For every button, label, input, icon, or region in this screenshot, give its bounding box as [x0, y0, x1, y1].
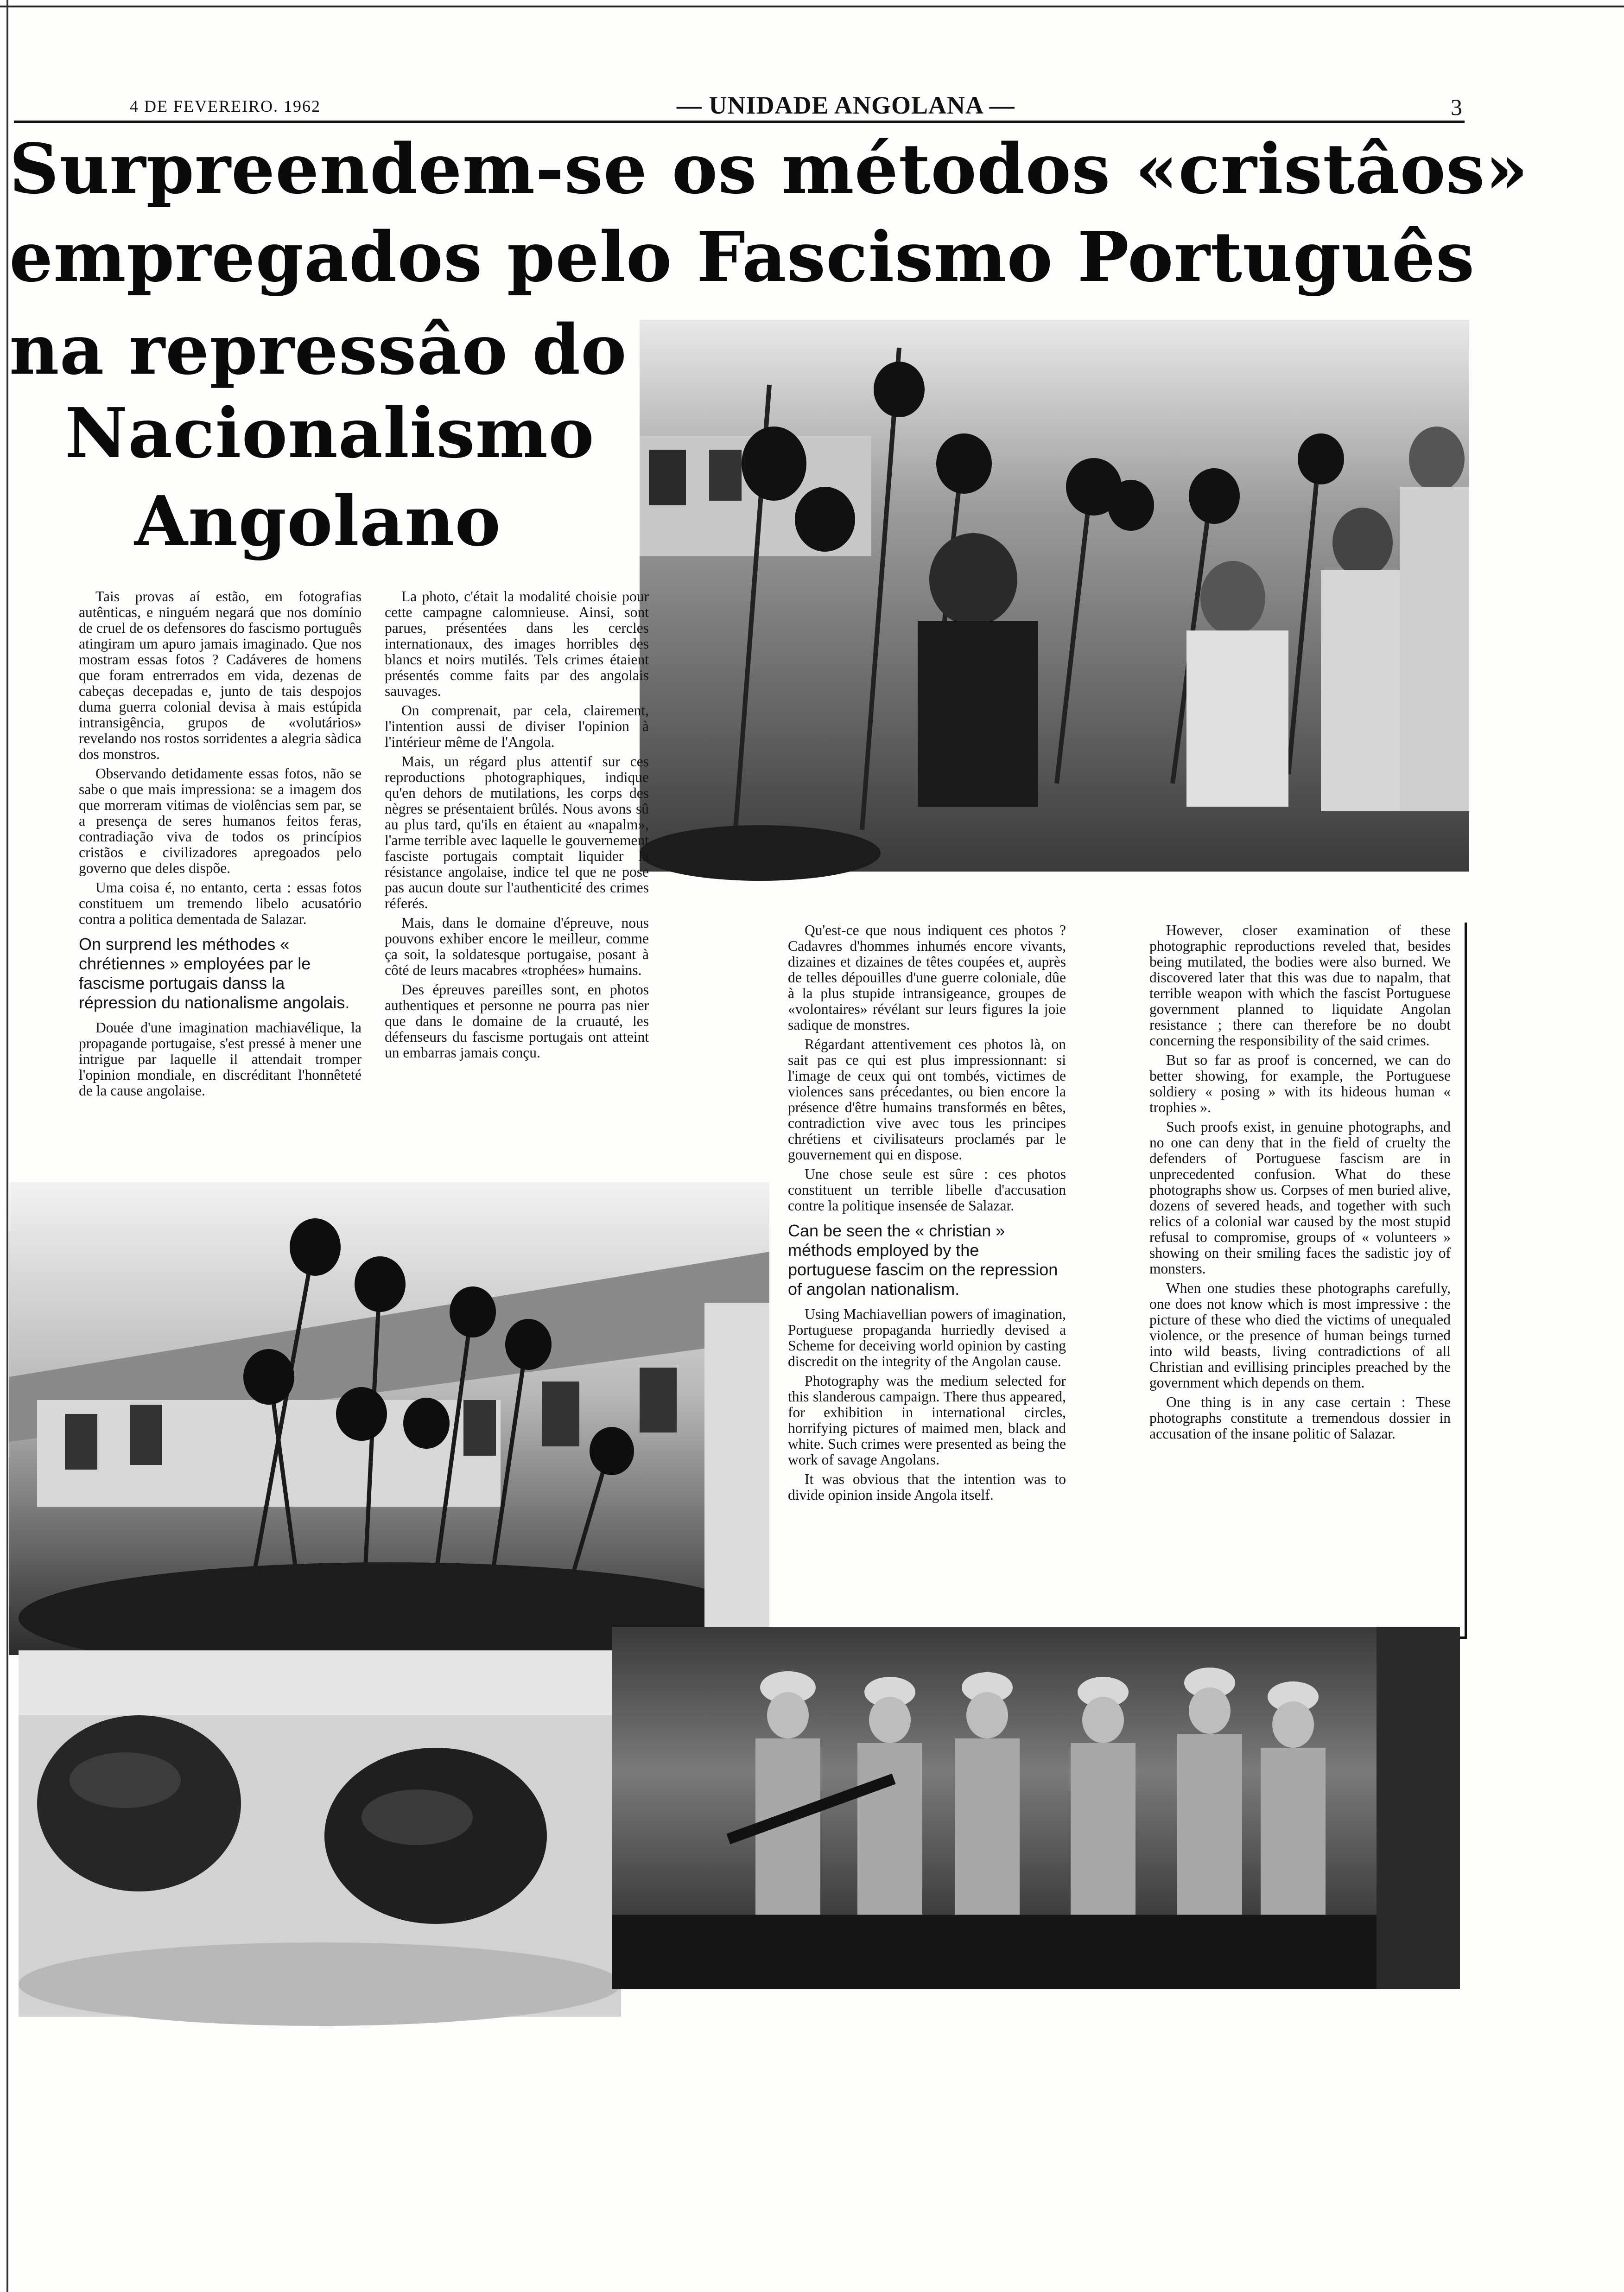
headline-line-1: Surpreendem-se os métodos «cristâos» — [9, 128, 1529, 209]
french-paragraph-3: On comprenait, par cela, clairement, l'intention aussi de diviser l'opinion à l'intérieur même de l'Angola. — [385, 702, 649, 750]
column-english — [1149, 923, 1467, 1639]
english-paragraph-4: However, closer examination of these photographic reproductions reveled that, besides being mutilated, the bodies were also burned. We discovered later that this was due to napalm, that terrible weapon with which the fascist Portuguese government planned to liquidate Angolan resistance ; there can therefore be no doubt concerning the responsibility of the said crimes. — [1149, 922, 1451, 1049]
french-paragraph-9: Une chose seule est sûre : ces photos constituent un terrible libelle d'accusation contre la politique insensée de Salazar. — [788, 1166, 1066, 1214]
french-paragraph-4: Mais, un régard plus attentif sur ces reproductions photographiques, indique qu'en dehors de mutilations, les corps des nègres se présentaient brûlés. Nous avons sû au plus tard, qu'ils en étaient au «napalm», l'arme terrible avec laquelle le gouvernement fasciste portugais comptait liquider la résistance angolaise, indice tel que ne pose pas aucun doute sur l'authenticité des crimes réferés. — [385, 753, 649, 911]
page-number: 3 — [1451, 94, 1462, 120]
column-portuguese — [79, 588, 362, 1099]
french-paragraph-5: Mais, dans le domaine d'épreuve, nous pouvons exhiber encore le meilleur, comme ça soit, la soldatesque portugaise, posant à côté de leurs macabres «trophées» humains. — [385, 915, 649, 978]
photo-severed-heads-closeup — [19, 1650, 621, 2017]
french-paragraph-2: La photo, c'était la modalité choisie pour cette campagne calomnieuse. Ainsi, sont parues, présentées dans les cercles internationaux, des images horribles des blancs et noirs mutilés. Tels crimes étaient présentés comme faits par des angolais sauvages. — [385, 588, 649, 699]
french-kicker: On surprend les méthodes « chrétiennes » employées par le fascisme portugais danss la répression du nationalisme angolais. — [79, 935, 350, 1012]
masthead-rule — [14, 121, 1465, 123]
english-paragraph-2: Photography was the medium selected for this slanderous campaign. There thus appeared, for exhibition in international circles, horrifying pictures of maimed men, black and white. Such crimes were presented as being the work of savage Angolans. — [788, 1373, 1066, 1468]
french-paragraph-1-start: Douée d'une imagination machiavélique, la propagande portugaise, s'est pressé à mener une intrigue par laquelle il attendait tromper l'opinion mondiale, en discréditant l'honnêteté de la cause angolaise. — [79, 1019, 362, 1099]
english-kicker: Can be seen the « christian » méthods employed by the portuguese fascim on the repression of angolan nationalism. — [788, 1221, 1058, 1299]
top-border — [0, 6, 1624, 7]
column-french — [385, 589, 649, 1064]
english-paragraph-5: But so far as proof is concerned, we can do better showing, for example, the Portuguese soldiery « posing » with its hideous human « trophies ». — [1149, 1052, 1451, 1115]
english-paragraph-3: It was obvious that the intention was to divide opinion inside Angola itself. — [788, 1471, 1066, 1503]
english-paragraph-7: When one studies these photographs carefully, one does not know which is most impressive : the picture of these who died the victims of unequaled violence, or the presence of human beings turned into wild beasts, living contradictions of all Christian and evillising principles preached by the government which depends on them. — [1149, 1280, 1451, 1391]
portuguese-paragraph-3: Uma coisa é, no entanto, certa : essas fotos constituem um tremendo libelo acusatório contra a politica dementada de Salazar. — [79, 879, 362, 927]
headline-line-2: empregados pelo Fascismo Português — [9, 216, 1475, 297]
portuguese-paragraph-2: Observando detidamente essas fotos, não se sabe o que mais impressiona: se a imagem dos que morreram vitimas de violências sem par, se a presença de seres humanos feitos feras, contradiação viva de todos os princípios cristãos e civilizadores apregoados pelo governo que deles dispõe. — [79, 765, 362, 876]
photo-soldiers-with-trophies — [640, 320, 1469, 872]
photo-group-of-soldiers — [612, 1627, 1460, 1989]
headline-line-5: Angolano — [134, 481, 501, 561]
masthead — [19, 88, 1465, 121]
french-paragraph-7: Qu'est-ce que nous indiquent ces photos ? Cadavres d'hommes inhumés encore vivants, dizaines et dizaines de têtes coupées et, auprès de telles dépouilles d'une guerre coloniale, dûe à la plus stupide intransigeance, groupes de «volontaires» révélant sur leurs figures la joie sadique de monstres. — [788, 922, 1066, 1033]
french-paragraph-8: Régardant attentivement ces photos là, on sait pas ce qui est plus impressionnant: si l'image de ceux qui ont tombés, victimes de violences sans précedantes, ou bien encore la présence d'être humains transformés en bêtes, contradiction vive avec tous les principes chrétiens et civilisateurs proclamés par le gouvernement qui en dispose. — [788, 1036, 1066, 1163]
portuguese-paragraph-1: Tais provas aí estão, em fotografias autênticas, e ninguém negará que nos domínio de cruel de os defensores do fascismo português atingiram um apuro jamais imaginado. Que nos mostram essas fotos ? Cadáveres de homens que foram entrerrados em vida, dezenas de cabeças decepadas e, junto de tais despojos duma guerra colonial devisa à mais estúpida intransigência, grupos de «volutários» revelando nos rostos sorridentes a alegria sàdica dos monstros. — [79, 588, 362, 762]
headline-line-4: Nacionalismo — [65, 393, 595, 473]
column-french-english — [788, 923, 1066, 1507]
left-edge — [6, 0, 8, 2292]
headline-line-3: na repressâo do — [9, 309, 627, 390]
english-paragraph-6: Such proofs exist, in genuine photographs, and no one can deny that in the field of cruelty the defenders of Portuguese fascism are in unprecedented confusion. What do these photographs show us. Corpses of men buried alive, dozens of severed heads, and together with such relics of a colonial war caused by the most stupid refusal to compromise, groups of « volunteers » showing on their smiling faces the sadistic joy of monsters. — [1149, 1119, 1451, 1277]
photo-heads-on-stakes — [9, 1182, 769, 1655]
issue-date: 4 DE FEVEREIRO. 1962 — [130, 97, 321, 115]
french-paragraph-6: Des épreuves pareilles sont, en photos authentiques et personne ne pourra pas nier que dans le domaine de la cruauté, les défenseurs du fascisme portugais ont atteint un embarras jamais conçu. — [385, 981, 649, 1061]
english-paragraph-8: One thing is in any case certain : These photographs constitute a tremendous dossier in accusation of the insane politic of Salazar. — [1149, 1394, 1451, 1442]
english-paragraph-1: Using Machiavellian powers of imagination, Portuguese propaganda hurriedly devised a Scheme for deceiving world opinion by casting discredit on the integrity of the Angolan cause. — [788, 1306, 1066, 1369]
newspaper-name: — UNIDADE ANGOLANA — — [677, 91, 1015, 119]
